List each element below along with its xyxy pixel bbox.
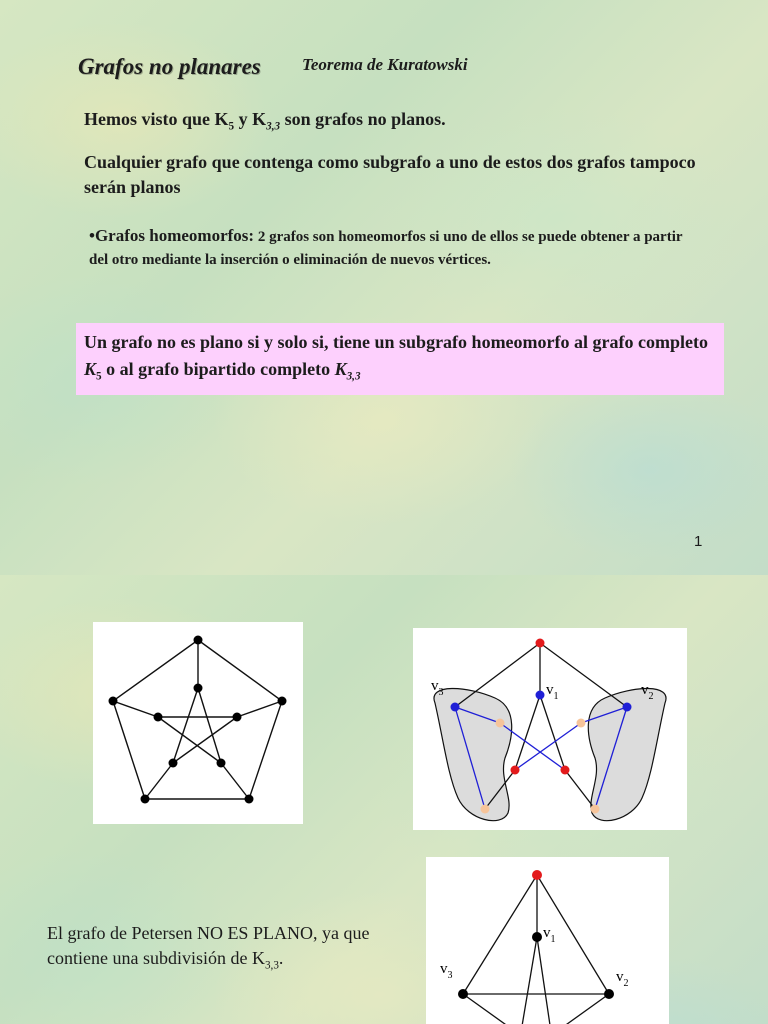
label-v1: $v_1$ (546, 682, 559, 702)
petersen-caption (47, 921, 417, 979)
intro-line (84, 109, 446, 133)
homeomorphic-definition (89, 224, 689, 272)
theorem-k5: K (84, 359, 97, 379)
bullet-marker: • (89, 226, 95, 245)
kuratowski-theorem-box (76, 323, 724, 395)
k33-subdivision-figure (413, 628, 687, 830)
caption-end: . (278, 948, 284, 968)
k33-subscript: 3,3 (266, 120, 281, 133)
extracted-subdivision-svg (426, 857, 669, 1024)
slide-subtitle: Teorema de Kuratowski (302, 55, 468, 74)
intro-text-c: son grafos no planos. (280, 109, 446, 129)
theorem-text-b: o al grafo bipartido completo (101, 359, 335, 379)
slide-2 (0, 575, 768, 1024)
k33-subdivision-svg (413, 628, 687, 830)
caption-text: El grafo de Petersen NO ES PLANO, ya que contiene una subdivisión de K (47, 923, 370, 968)
label-v3-lower: $v_3$ (440, 961, 453, 981)
caption-subscript: 3,3 (264, 959, 279, 972)
bullet-text: 2 grafos son homeomorfos si uno de ellos se puede obtener a partir del otro mediante la inserción o eliminación de nuevos vértices. (89, 229, 683, 268)
label-v1-lower: $v_1$ (543, 925, 556, 945)
intro-text-b: y K (234, 109, 267, 129)
label-v3: $v_3$ (431, 678, 444, 698)
petersen-graph-svg (93, 622, 303, 824)
bullet-term: Grafos homeomorfos: (94, 226, 255, 245)
intro-text-a: Hemos visto que K (84, 109, 229, 129)
page-number: 1 (694, 533, 703, 550)
extracted-subdivision-figure (426, 857, 669, 1024)
slide-title: Grafos no planares (78, 54, 261, 79)
label-v2: $v_2$ (641, 682, 654, 702)
petersen-graph-figure (93, 622, 303, 824)
theorem-text-a: Un grafo no es plano si y solo si, tiene un subgrafo homeomorfo al grafo completo (84, 332, 708, 352)
k5-subscript: 5 (228, 120, 235, 133)
subgraph-paragraph: Cualquier grafo que contenga como subgrafo a uno de estos dos grafos tampoco serán planos (84, 152, 696, 197)
theorem-k5-subscript: 5 (96, 370, 102, 383)
theorem-k33: K (334, 359, 347, 379)
label-v2-lower: $v_2$ (616, 969, 629, 989)
theorem-k33-subscript: 3,3 (346, 370, 361, 383)
